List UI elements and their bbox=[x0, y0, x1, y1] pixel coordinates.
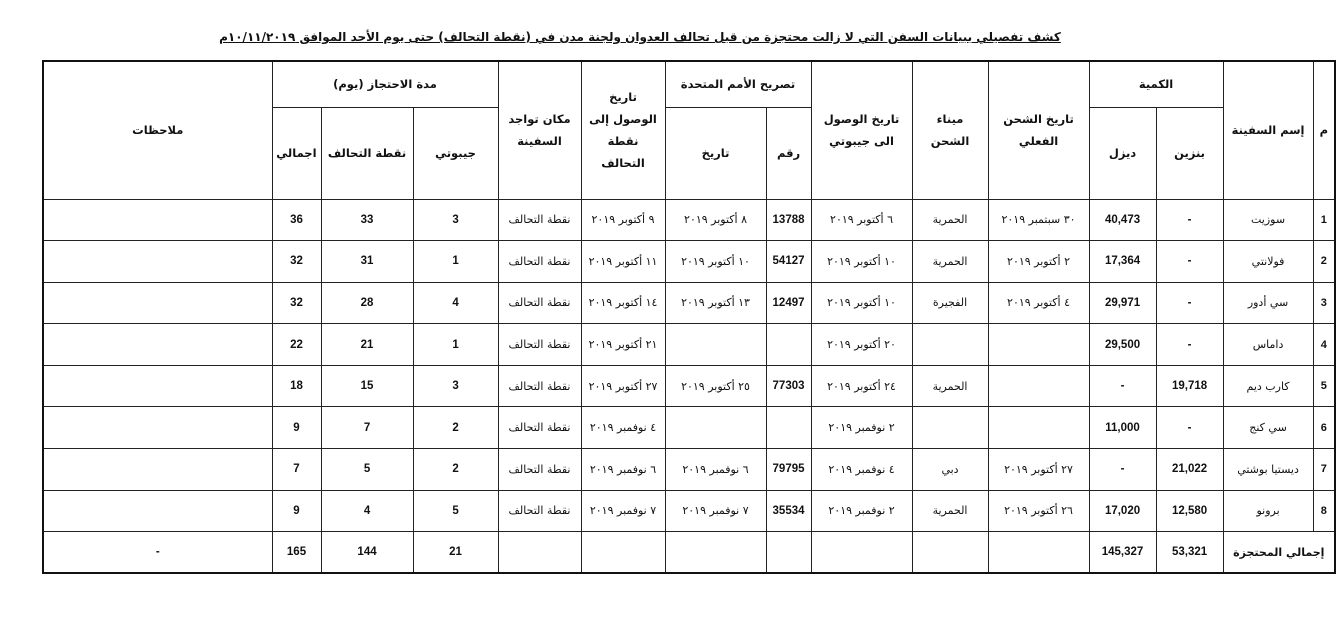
header-ship-name: إسم السفينة bbox=[1223, 61, 1313, 199]
totals-empty-cell bbox=[988, 532, 1089, 573]
cell-ship-port bbox=[912, 324, 988, 366]
cell-actual-ship-date: ٣٠ سبتمبر ٢٠١٩ bbox=[988, 199, 1089, 241]
cell-actual-ship-date bbox=[988, 407, 1089, 449]
table-row bbox=[43, 199, 1335, 241]
totals-detention-coalition: 144 bbox=[321, 532, 413, 573]
cell-petrol-quantity: 21,022 bbox=[1156, 449, 1223, 491]
cell-actual-ship-date bbox=[988, 365, 1089, 407]
cell-diesel-quantity: 17,364 bbox=[1089, 241, 1156, 283]
cell-arrival-djibouti: ١٠ أكتوبر ٢٠١٩ bbox=[811, 282, 912, 324]
table-row bbox=[43, 490, 1335, 532]
cell-actual-ship-date: ٢٦ أكتوبر ٢٠١٩ bbox=[988, 490, 1089, 532]
cell-ship-location: نقطة التحالف bbox=[498, 282, 581, 324]
cell-actual-ship-date: ٢ أكتوبر ٢٠١٩ bbox=[988, 241, 1089, 283]
cell-notes bbox=[43, 241, 272, 283]
cell-detention-total: 32 bbox=[272, 241, 321, 283]
cell-detention-coalition: 7 bbox=[321, 407, 413, 449]
cell-arrival-djibouti: ٤ نوفمبر ٢٠١٩ bbox=[811, 449, 912, 491]
ships-table bbox=[42, 60, 1336, 574]
cell-detention-djibouti: 2 bbox=[413, 407, 498, 449]
cell-detention-total: 36 bbox=[272, 199, 321, 241]
cell-arrival-djibouti: ٢ نوفمبر ٢٠١٩ bbox=[811, 407, 912, 449]
cell-notes bbox=[43, 449, 272, 491]
cell-row-index: 4 bbox=[1313, 324, 1335, 366]
header-notes: ملاحظات bbox=[43, 61, 272, 199]
header-detention-djibouti: جيبوتي bbox=[413, 107, 498, 199]
table-row bbox=[43, 324, 1335, 366]
cell-arrival-coalition: ٢٧ أكتوبر ٢٠١٩ bbox=[581, 365, 665, 407]
cell-detention-total: 22 bbox=[272, 324, 321, 366]
cell-row-index: 3 bbox=[1313, 282, 1335, 324]
cell-arrival-coalition: ٢١ أكتوبر ٢٠١٩ bbox=[581, 324, 665, 366]
cell-ship-location: نقطة التحالف bbox=[498, 199, 581, 241]
cell-ship-name: سي أدور bbox=[1223, 282, 1313, 324]
cell-detention-djibouti: 1 bbox=[413, 324, 498, 366]
cell-ship-port: الفجيرة bbox=[912, 282, 988, 324]
cell-arrival-djibouti: ٢٤ أكتوبر ٢٠١٩ bbox=[811, 365, 912, 407]
cell-detention-djibouti: 3 bbox=[413, 199, 498, 241]
cell-un-number bbox=[766, 324, 811, 366]
cell-detention-total: 32 bbox=[272, 282, 321, 324]
cell-petrol-quantity: 12,580 bbox=[1156, 490, 1223, 532]
header-arrival-coalition: تاريخ الوصول إلى نقطة التحالف bbox=[581, 61, 665, 199]
cell-diesel-quantity: 29,500 bbox=[1089, 324, 1156, 366]
cell-arrival-djibouti: ٦ أكتوبر ٢٠١٩ bbox=[811, 199, 912, 241]
cell-diesel-quantity: 17,020 bbox=[1089, 490, 1156, 532]
totals-notes: - bbox=[43, 532, 272, 573]
cell-detention-total: 9 bbox=[272, 490, 321, 532]
cell-detention-coalition: 5 bbox=[321, 449, 413, 491]
cell-un-date bbox=[665, 324, 766, 366]
cell-arrival-coalition: ٧ نوفمبر ٢٠١٩ bbox=[581, 490, 665, 532]
cell-notes bbox=[43, 490, 272, 532]
cell-un-date: ٧ نوفمبر ٢٠١٩ bbox=[665, 490, 766, 532]
cell-ship-name: برونو bbox=[1223, 490, 1313, 532]
cell-arrival-djibouti: ٢٠ أكتوبر ٢٠١٩ bbox=[811, 324, 912, 366]
header-ship-location: مكان تواجد السفينة bbox=[498, 61, 581, 199]
page-title: كشف تفصيلي ببيانات السفن التي لا زالت محتجزة من قبل تحالف العدوان ولجنة مدن في (نقطة التحالف) حتى يوم الأحد الموافق ١٠/١١/٢٠١٩م bbox=[219, 30, 1061, 44]
cell-arrival-djibouti: ٢ نوفمبر ٢٠١٩ bbox=[811, 490, 912, 532]
cell-petrol-quantity: - bbox=[1156, 199, 1223, 241]
totals-detention-djibouti: 21 bbox=[413, 532, 498, 573]
cell-un-number: 13788 bbox=[766, 199, 811, 241]
cell-ship-name: داماس bbox=[1223, 324, 1313, 366]
cell-detention-djibouti: 2 bbox=[413, 449, 498, 491]
cell-arrival-coalition: ٩ أكتوبر ٢٠١٩ bbox=[581, 199, 665, 241]
table-row bbox=[43, 365, 1335, 407]
totals-empty-cell bbox=[581, 532, 665, 573]
header-diesel: ديزل bbox=[1089, 107, 1156, 199]
totals-empty-cell bbox=[766, 532, 811, 573]
cell-actual-ship-date: ٢٧ أكتوبر ٢٠١٩ bbox=[988, 449, 1089, 491]
cell-detention-coalition: 21 bbox=[321, 324, 413, 366]
cell-row-index: 6 bbox=[1313, 407, 1335, 449]
cell-un-date: ١٠ أكتوبر ٢٠١٩ bbox=[665, 241, 766, 283]
cell-actual-ship-date: ٤ أكتوبر ٢٠١٩ bbox=[988, 282, 1089, 324]
cell-detention-djibouti: 1 bbox=[413, 241, 498, 283]
cell-ship-name: فولانتي bbox=[1223, 241, 1313, 283]
cell-arrival-coalition: ١٤ أكتوبر ٢٠١٩ bbox=[581, 282, 665, 324]
cell-ship-name: ديستيا بوشتي bbox=[1223, 449, 1313, 491]
cell-row-index: 8 bbox=[1313, 490, 1335, 532]
table-row bbox=[43, 241, 1335, 283]
cell-un-number: 77303 bbox=[766, 365, 811, 407]
table-row bbox=[43, 282, 1335, 324]
cell-un-date: ١٣ أكتوبر ٢٠١٩ bbox=[665, 282, 766, 324]
cell-ship-name: سي كنج bbox=[1223, 407, 1313, 449]
cell-arrival-coalition: ٦ نوفمبر ٢٠١٩ bbox=[581, 449, 665, 491]
cell-diesel-quantity: 29,971 bbox=[1089, 282, 1156, 324]
cell-detention-total: 18 bbox=[272, 365, 321, 407]
totals-empty-cell bbox=[811, 532, 912, 573]
header-un-number: رقم bbox=[766, 107, 811, 199]
cell-arrival-coalition: ١١ أكتوبر ٢٠١٩ bbox=[581, 241, 665, 283]
cell-detention-coalition: 4 bbox=[321, 490, 413, 532]
cell-un-date: ٦ نوفمبر ٢٠١٩ bbox=[665, 449, 766, 491]
cell-un-number: 79795 bbox=[766, 449, 811, 491]
header-detention-coalition: نقطة التحالف bbox=[321, 107, 413, 199]
cell-diesel-quantity: 11,000 bbox=[1089, 407, 1156, 449]
cell-row-index: 1 bbox=[1313, 199, 1335, 241]
header-detention-total: اجمالي bbox=[272, 107, 321, 199]
cell-ship-location: نقطة التحالف bbox=[498, 449, 581, 491]
cell-ship-port: الحمرية bbox=[912, 365, 988, 407]
cell-diesel-quantity: - bbox=[1089, 365, 1156, 407]
cell-notes bbox=[43, 324, 272, 366]
cell-row-index: 2 bbox=[1313, 241, 1335, 283]
cell-un-number: 54127 bbox=[766, 241, 811, 283]
cell-ship-port: الحمرية bbox=[912, 199, 988, 241]
cell-un-date: ٢٥ أكتوبر ٢٠١٩ bbox=[665, 365, 766, 407]
header-un-date: تاريخ bbox=[665, 107, 766, 199]
cell-ship-location: نقطة التحالف bbox=[498, 490, 581, 532]
cell-detention-coalition: 33 bbox=[321, 199, 413, 241]
cell-un-number bbox=[766, 407, 811, 449]
totals-empty-cell bbox=[912, 532, 988, 573]
header-actual-ship-date: تاريخ الشحن الفعلي bbox=[988, 61, 1089, 199]
cell-detention-coalition: 28 bbox=[321, 282, 413, 324]
cell-notes bbox=[43, 365, 272, 407]
cell-detention-coalition: 15 bbox=[321, 365, 413, 407]
cell-detention-total: 7 bbox=[272, 449, 321, 491]
cell-notes bbox=[43, 407, 272, 449]
cell-petrol-quantity: - bbox=[1156, 407, 1223, 449]
cell-un-number: 35534 bbox=[766, 490, 811, 532]
cell-ship-location: نقطة التحالف bbox=[498, 407, 581, 449]
cell-ship-port: الحمرية bbox=[912, 490, 988, 532]
cell-ship-location: نقطة التحالف bbox=[498, 241, 581, 283]
cell-detention-djibouti: 3 bbox=[413, 365, 498, 407]
cell-actual-ship-date bbox=[988, 324, 1089, 366]
totals-detention-total: 165 bbox=[272, 532, 321, 573]
cell-ship-location: نقطة التحالف bbox=[498, 365, 581, 407]
cell-diesel-quantity: - bbox=[1089, 449, 1156, 491]
cell-detention-coalition: 31 bbox=[321, 241, 413, 283]
header-un-clearance: تصريح الأمم المتحدة bbox=[665, 61, 811, 107]
cell-row-index: 7 bbox=[1313, 449, 1335, 491]
header-ship-port: ميناء الشحن bbox=[912, 61, 988, 199]
totals-diesel: 145,327 bbox=[1089, 532, 1156, 573]
totals-empty-cell bbox=[498, 532, 581, 573]
cell-ship-name: كارب ديم bbox=[1223, 365, 1313, 407]
cell-notes bbox=[43, 199, 272, 241]
cell-ship-port: الحمرية bbox=[912, 241, 988, 283]
cell-ship-name: سوزيت bbox=[1223, 199, 1313, 241]
cell-notes bbox=[43, 282, 272, 324]
cell-ship-location: نقطة التحالف bbox=[498, 324, 581, 366]
cell-detention-total: 9 bbox=[272, 407, 321, 449]
cell-petrol-quantity: - bbox=[1156, 241, 1223, 283]
totals-petrol: 53,321 bbox=[1156, 532, 1223, 573]
table-row bbox=[43, 407, 1335, 449]
cell-un-date bbox=[665, 407, 766, 449]
header-petrol: بنزين bbox=[1156, 107, 1223, 199]
cell-detention-djibouti: 5 bbox=[413, 490, 498, 532]
cell-un-date: ٨ أكتوبر ٢٠١٩ bbox=[665, 199, 766, 241]
header-index: م bbox=[1313, 61, 1335, 199]
header-quantity: الكمية bbox=[1089, 61, 1223, 107]
cell-arrival-coalition: ٤ نوفمبر ٢٠١٩ bbox=[581, 407, 665, 449]
totals-label: إجمالي المحتجزة bbox=[1223, 532, 1335, 573]
cell-un-number: 12497 bbox=[766, 282, 811, 324]
cell-ship-port: دبي bbox=[912, 449, 988, 491]
table-row bbox=[43, 449, 1335, 491]
cell-row-index: 5 bbox=[1313, 365, 1335, 407]
cell-petrol-quantity: - bbox=[1156, 282, 1223, 324]
cell-petrol-quantity: 19,718 bbox=[1156, 365, 1223, 407]
header-detention-period: مدة الاحتجاز (يوم) bbox=[272, 61, 498, 107]
cell-diesel-quantity: 40,473 bbox=[1089, 199, 1156, 241]
cell-ship-port bbox=[912, 407, 988, 449]
header-arrival-djibouti: تاريخ الوصول الى جيبوتي bbox=[811, 61, 912, 199]
cell-petrol-quantity: - bbox=[1156, 324, 1223, 366]
cell-arrival-djibouti: ١٠ أكتوبر ٢٠١٩ bbox=[811, 241, 912, 283]
cell-detention-djibouti: 4 bbox=[413, 282, 498, 324]
totals-empty-cell bbox=[665, 532, 766, 573]
